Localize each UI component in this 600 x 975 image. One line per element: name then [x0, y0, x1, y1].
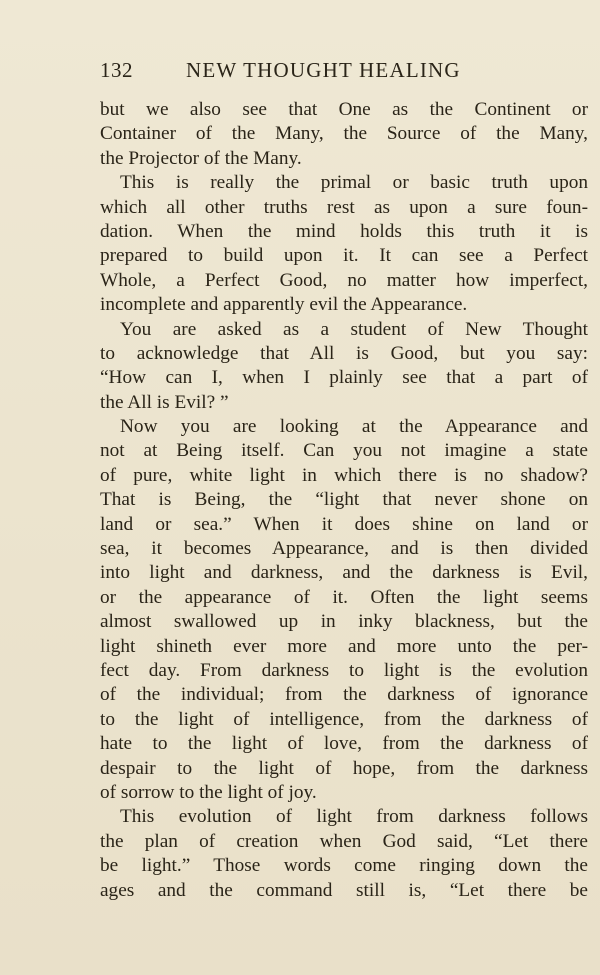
text-line: to acknowledge that All is Good, but you say: [100, 342, 588, 364]
text-line: incomplete and apparently evil the Appearance. [100, 294, 468, 316]
text-line: prepared to build upon it. It can see a Perfect [100, 245, 588, 267]
text-line: into light and darkness, and the darkness is Evil, [100, 562, 588, 584]
text-line: despair to the light of hope, from the darkness [100, 757, 588, 779]
running-head: NEW THOUGHT HEALING [186, 58, 461, 82]
text-line: the All is Evil? ” [100, 391, 229, 413]
text-line: Now you are looking at the Appearance and [120, 416, 588, 438]
text-line: or the appearance of it. Often the light seems [100, 586, 588, 608]
text-line: That is Being, the “light that never shone on [100, 489, 588, 511]
text-line: Container of the Many, the Source of the Many, [100, 123, 588, 145]
text-line: the plan of creation when God said, “Let there [100, 830, 588, 852]
text-line: “How can I, when I plainly see that a part of [100, 367, 588, 389]
text-line: almost swallowed up in inky blackness, but the [100, 611, 588, 633]
text-line: This is really the primal or basic truth upon [120, 172, 588, 194]
text-line: which all other truths rest as upon a sure foun- [100, 196, 588, 218]
text-line: of sorrow to the light of joy. [100, 781, 317, 803]
text-line: fect day. From darkness to light is the evolution [100, 659, 588, 681]
text-line: of pure, white light in which there is no shadow? [100, 464, 588, 486]
text-line: be light.” Those words come ringing down the [100, 855, 588, 877]
text-line: This evolution of light from darkness follows [120, 806, 588, 828]
text-line: light shineth ever more and more unto the per- [100, 635, 588, 657]
text-line: Whole, a Perfect Good, no matter how imperfect, [100, 269, 588, 291]
text-line: the Projector of the Many. [100, 147, 302, 169]
text-line: land or sea.” When it does shine on land or [100, 513, 588, 535]
page-number: 132 [100, 58, 133, 82]
text-line: of the individual; from the darkness of ignorance [100, 684, 588, 706]
text-line: but we also see that One as the Continent or [100, 99, 588, 120]
text-line: hate to the light of love, from the darkness of [100, 733, 588, 755]
page-header [100, 58, 588, 88]
text-line: ages and the command still is, “Let there be [100, 879, 588, 901]
text-line: You are asked as a student of New Thought [120, 318, 588, 340]
text-line: to the light of intelligence, from the darkness of [100, 708, 588, 730]
text-line: dation. When the mind holds this truth it is [100, 220, 588, 242]
text-line: sea, it becomes Appearance, and is then divided [100, 538, 588, 560]
text-line: not at Being itself. Can you not imagine a state [100, 440, 588, 462]
body-text [100, 98, 588, 903]
